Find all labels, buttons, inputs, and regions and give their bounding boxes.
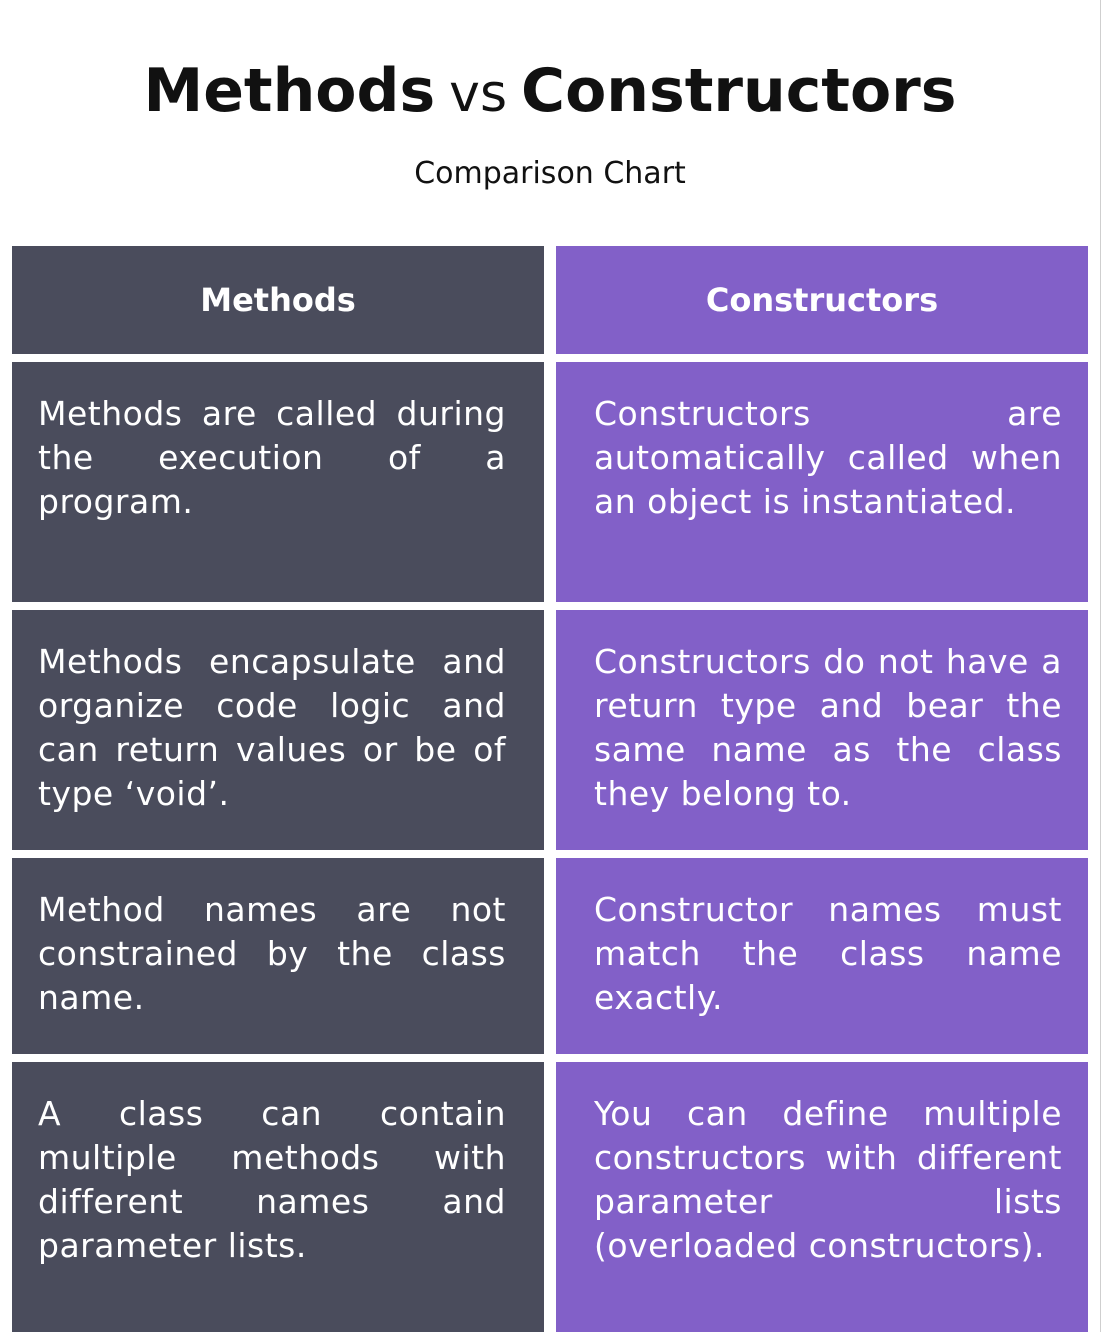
row-4-constructors: You can define multiple constructors with different parameter lists (overloaded constructors). [556,1062,1088,1332]
header-methods: Methods [12,246,544,354]
title-vs: vs [449,64,508,124]
row-3-constructors: Constructor names must match the class name exactly. [556,858,1088,1054]
title-methods: Methods [143,56,436,126]
page-title [0,52,1100,133]
page-edge-line [1100,0,1101,1332]
row-4-methods: A class can contain multiple methods with different names and parameter lists. [12,1062,544,1332]
header-constructors: Constructors [556,246,1088,354]
row-1-methods: Methods are called during the execution of a program. [12,362,544,602]
comparison-table [12,246,1088,1332]
row-3-methods: Method names are not constrained by the class name. [12,858,544,1054]
page-subtitle: Comparison Chart [414,156,686,191]
title-constructors: Constructors [521,56,957,126]
row-2-constructors: Constructors do not have a return type and bear the same name as the class they belong to. [556,610,1088,850]
row-2-methods: Methods encapsulate and organize code logic and can return values or be of type ‘void’. [12,610,544,850]
row-1-constructors: Constructors are automatically called when an object is instantiated. [556,362,1088,602]
